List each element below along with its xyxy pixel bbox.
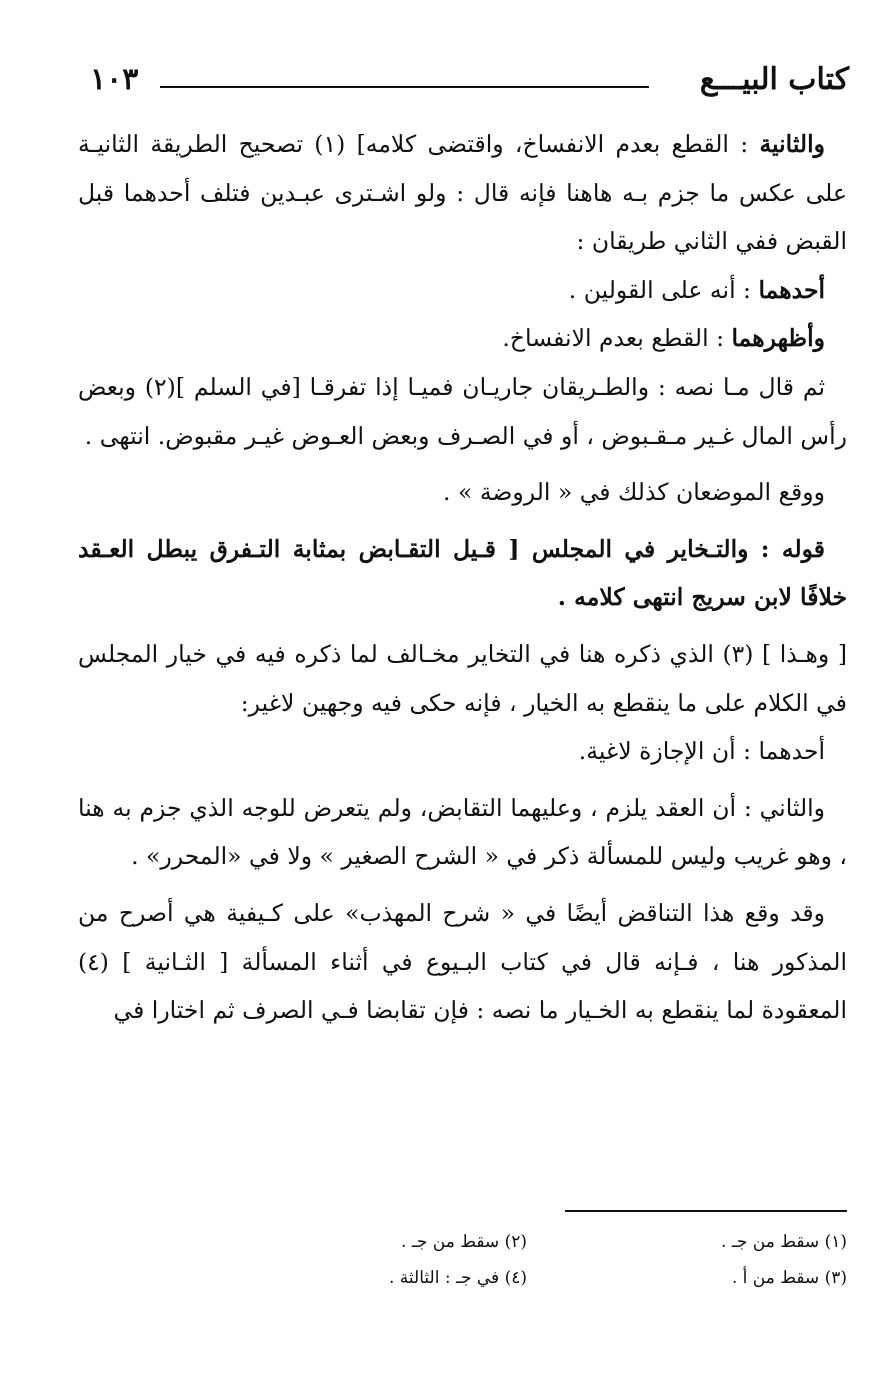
running-title: كتاب البيـــع <box>699 62 849 97</box>
paragraph-lead: وأظهرهما <box>731 324 825 353</box>
footnote-3: (٣) سقط من أ . <box>731 1268 847 1288</box>
paragraph-text: : أنه على القولين . <box>568 275 751 304</box>
main-text <box>78 120 847 1035</box>
paragraph-10 <box>78 889 847 1035</box>
paragraph-4 <box>78 363 847 460</box>
paragraph-5 <box>78 468 847 517</box>
footnote-1: (١) سقط من جـ . <box>721 1232 847 1252</box>
paragraph-9 <box>78 784 847 881</box>
page-number: ١٠٣ <box>90 62 139 97</box>
paragraph-text: : القطع بعدم الانفساخ. <box>502 324 724 353</box>
header-rule <box>160 86 649 88</box>
footnote-4: (٤) في جـ : الثالثة . <box>389 1268 527 1288</box>
paragraph-text: : القطع بعدم الانفساخ، واقتضى كلامه] (١) تصحيح الطريقة الثانيـة على عكس ما جزم بـه هاهنا فإنه قال : ولو اشـترى عبـدين فتلف أحدهما قبل القبض ففي الثاني طريقان : <box>78 130 847 256</box>
footnote-rule <box>565 1210 847 1212</box>
paragraph-lead: والثانية <box>759 130 825 158</box>
paragraph-3 <box>78 314 847 363</box>
paragraph-text: أحدهما : أن الإجازة لاغية. <box>578 737 825 766</box>
paragraph-lead: أحدهما <box>758 275 825 304</box>
page-header <box>80 62 849 106</box>
paragraph-text: والثاني : أن العقد يلزم ، وعليهما التقابض، ولم يتعرض للوجه الذي جزم به هنا ، وهو غريب وليس للمسألة ذكر في « الشرح الصغير » ولا في «المحرر» . <box>78 793 847 871</box>
paragraph-text: ووقع الموضعان كذلك في « الروضة » . <box>443 478 825 507</box>
paragraph-text: ثم قال مـا نصه : والطـريقان جاريـان فميـا إذا تفرقـا [في السلم ](٢) وبعض رأس المال غـير مـقـبوض ، أو في الصـرف وبعض العـوض غيـر مقبوض. انتهى . <box>78 372 847 450</box>
footnote-2: (٢) سقط من جـ . <box>401 1232 527 1252</box>
paragraph-text: وقد وقع هذا التناقض أيضًا في « شرح المهذب» على كـيفية هي أصرح من المذكور هنا ، فـإنه قال في كتاب البـيوع في أثناء المسألة [ الثـانية ] (٤) المعقودة لما ينقطع به الخـيار ما نصه : فإن تقابضا فـي الصرف ثم اختارا في <box>78 898 847 1025</box>
paragraph-2 <box>78 266 847 315</box>
paragraph-7 <box>78 630 847 727</box>
paragraph-1 <box>78 120 847 266</box>
paragraph-text: قوله : والتـخاير في المجلس [ قـيل التقـابض بمثابة التـفرق يبطل العـقد خلافًا لابن سريج انتهى كلامه . <box>78 534 847 612</box>
paragraph-8 <box>78 727 847 776</box>
paragraph-text: [ وهـذا ] (٣) الذي ذكره هنا في التخاير مخـالف لما ذكره فيه في خيار المجلس في الكلام على ما ينقطع به الخيار ، فإنه حكى فيه وجهين لاغير: <box>78 639 848 717</box>
paragraph-6-quote <box>78 525 847 622</box>
